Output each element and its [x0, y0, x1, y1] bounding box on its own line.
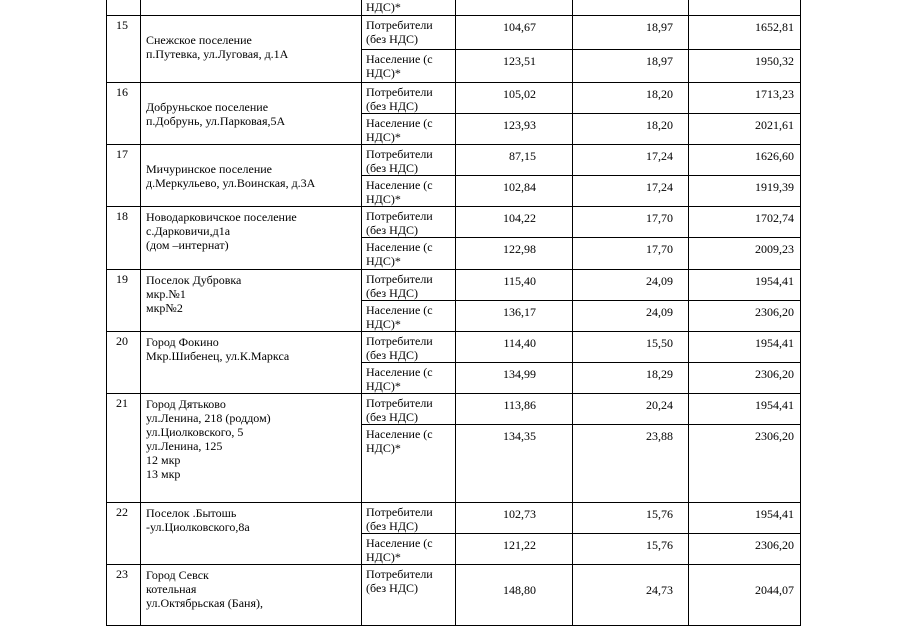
consumer-category: Потребители (без НДС) [362, 331, 456, 362]
value-3: 2306,20 [689, 300, 801, 331]
consumer-category: Население (с НДС)* [362, 175, 456, 206]
value-2: 18,20 [573, 113, 689, 144]
value-2: 15,50 [573, 331, 689, 362]
row-number: 18 [107, 206, 141, 269]
cell-name [141, 0, 362, 15]
value-3: 1954,41 [689, 502, 801, 533]
consumer-category: Население (с НДС)* [362, 362, 456, 393]
consumer-category: Население (с НДС)* [362, 533, 456, 564]
value-1: 123,93 [456, 113, 573, 144]
consumer-category: Население (с НДС)* [362, 49, 456, 82]
value-1: 123,51 [456, 49, 573, 82]
value-1: 122,98 [456, 237, 573, 269]
value-3: 2044,07 [689, 564, 801, 625]
value-1: 148,80 [456, 564, 573, 625]
row-number: 23 [107, 564, 141, 625]
value-2: 20,24 [573, 393, 689, 424]
value-1: 115,40 [456, 269, 573, 300]
value-2: 15,76 [573, 533, 689, 564]
value-2: 17,24 [573, 175, 689, 206]
value-3: 2306,20 [689, 533, 801, 564]
value-3: 2021,61 [689, 113, 801, 144]
value-2: 18,20 [573, 82, 689, 113]
value-3: 2306,20 [689, 362, 801, 393]
table-row [107, 393, 801, 424]
row-number: 17 [107, 144, 141, 206]
value-3: 1954,41 [689, 269, 801, 300]
table-row [107, 144, 801, 175]
table-row [107, 15, 801, 49]
consumer-category: Потребители (без НДС) [362, 564, 456, 625]
location-name: Город Фокино Мкр.Шибенец, ул.К.Маркса [141, 331, 362, 393]
tariff-table [106, 0, 801, 626]
location-name: Поселок Дубровка мкр.№1 мкр№2 [141, 269, 362, 331]
value-1: 104,22 [456, 206, 573, 237]
consumer-category: Потребители (без НДС) [362, 502, 456, 533]
value-1: 121,22 [456, 533, 573, 564]
cell-value-1 [456, 0, 573, 15]
value-3: 1950,32 [689, 49, 801, 82]
cell-value-3 [689, 0, 801, 15]
consumer-category: Потребители (без НДС) [362, 82, 456, 113]
value-1: 87,15 [456, 144, 573, 175]
location-name: Снежское поселение п.Путевка, ул.Луговая, д.1А [141, 15, 362, 82]
consumer-category: Потребители (без НДС) [362, 144, 456, 175]
table-row [107, 269, 801, 300]
consumer-category: Население (с НДС)* [362, 424, 456, 502]
value-2: 24,73 [573, 564, 689, 625]
value-3: 1626,60 [689, 144, 801, 175]
value-3: 2306,20 [689, 424, 801, 502]
value-3: 1919,39 [689, 175, 801, 206]
table-row [107, 206, 801, 237]
value-2: 17,70 [573, 237, 689, 269]
consumer-category: Население (с НДС)* [362, 300, 456, 331]
value-1: 136,17 [456, 300, 573, 331]
consumer-category: Потребители (без НДС) [362, 393, 456, 424]
row-number: 22 [107, 502, 141, 564]
value-3: 1652,81 [689, 15, 801, 49]
location-name: Новодарковичское поселение с.Дарковичи,д1а (дом –интернат) [141, 206, 362, 269]
location-name: Поселок .Бытошь -ул.Циолковского,8а [141, 502, 362, 564]
table-row [107, 564, 801, 625]
value-2: 17,24 [573, 144, 689, 175]
cell-category: НДС)* [362, 0, 456, 15]
value-3: 1954,41 [689, 331, 801, 362]
value-2: 18,97 [573, 49, 689, 82]
cell-value-2 [573, 0, 689, 15]
value-2: 15,76 [573, 502, 689, 533]
location-name: Добруньское поселение п.Добрунь, ул.Парковая,5А [141, 82, 362, 144]
table-row [107, 82, 801, 113]
row-number: 15 [107, 15, 141, 82]
value-1: 134,99 [456, 362, 573, 393]
consumer-category: Население (с НДС)* [362, 113, 456, 144]
table-row [107, 502, 801, 533]
value-2: 18,29 [573, 362, 689, 393]
value-1: 104,67 [456, 15, 573, 49]
row-number: 20 [107, 331, 141, 393]
value-2: 18,97 [573, 15, 689, 49]
consumer-category: Потребители (без НДС) [362, 269, 456, 300]
value-3: 2009,23 [689, 237, 801, 269]
value-1: 114,40 [456, 331, 573, 362]
location-name: Город Севск котельная ул.Октябрьская (Баня), [141, 564, 362, 625]
cell-num [107, 0, 141, 15]
table-row [107, 331, 801, 362]
value-2: 17,70 [573, 206, 689, 237]
consumer-category: Население (с НДС)* [362, 237, 456, 269]
value-1: 134,35 [456, 424, 573, 502]
value-2: 24,09 [573, 300, 689, 331]
consumer-category: Потребители (без НДС) [362, 15, 456, 49]
location-name: Мичуринское поселение д.Меркульево, ул.Воинская, д.3А [141, 144, 362, 206]
consumer-category: Потребители (без НДС) [362, 206, 456, 237]
value-3: 1954,41 [689, 393, 801, 424]
value-1: 102,84 [456, 175, 573, 206]
value-1: 113,86 [456, 393, 573, 424]
row-number: 19 [107, 269, 141, 331]
value-1: 102,73 [456, 502, 573, 533]
value-1: 105,02 [456, 82, 573, 113]
row-number: 16 [107, 82, 141, 144]
value-3: 1713,23 [689, 82, 801, 113]
value-2: 23,88 [573, 424, 689, 502]
location-name: Город Дятьково ул.Ленина, 218 (роддом) ул.Циолковского, 5 ул.Ленина, 125 12 мкр 13 мкр [141, 393, 362, 502]
row-number: 21 [107, 393, 141, 502]
value-3: 1702,74 [689, 206, 801, 237]
value-2: 24,09 [573, 269, 689, 300]
table-row-top-continuation [107, 0, 801, 15]
